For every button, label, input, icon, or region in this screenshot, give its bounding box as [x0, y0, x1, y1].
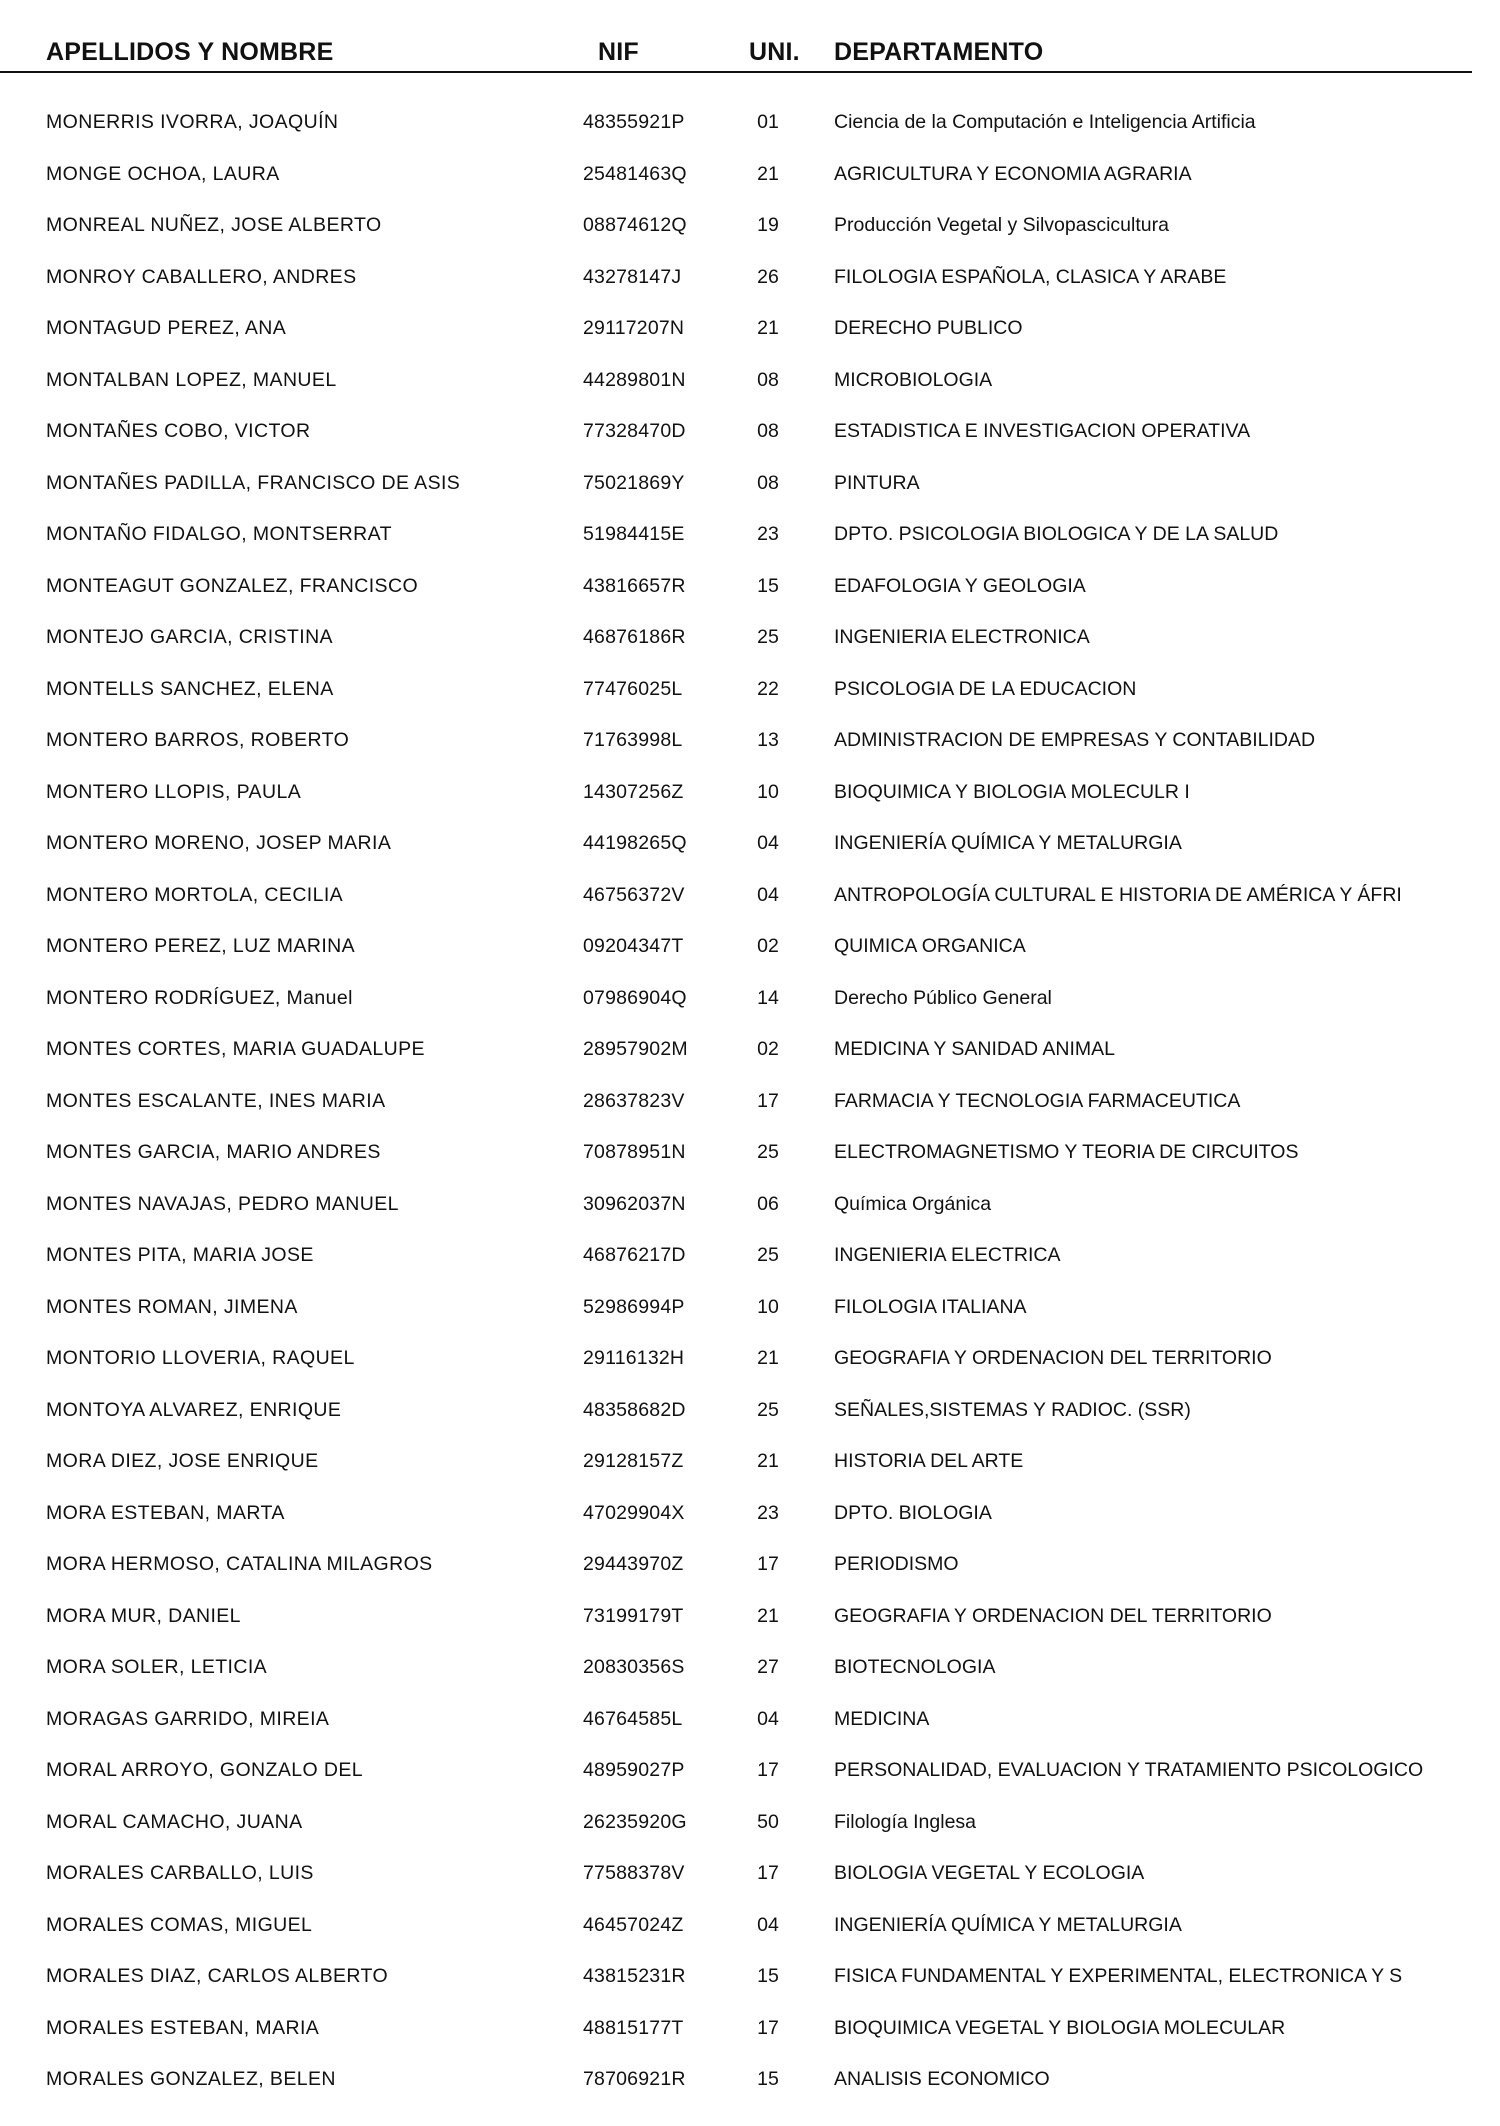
row-nif: 46764585L [583, 1707, 683, 1730]
row-uni: 15 [757, 574, 779, 597]
row-department: PSICOLOGIA DE LA EDUCACION [834, 677, 1137, 700]
row-department: BIOQUIMICA VEGETAL Y BIOLOGIA MOLECULAR [834, 2016, 1286, 2039]
row-department: Producción Vegetal y Silvopascicultura [834, 214, 1169, 236]
table-row [0, 1032, 1500, 1084]
table-row [0, 981, 1500, 1033]
row-nif: 75021869Y [583, 471, 685, 494]
row-nif: 48355921P [583, 111, 685, 133]
row-name: MORA SOLER, LETICIA [46, 1656, 268, 1678]
row-nif: 46457024Z [583, 1913, 684, 1936]
row-uni: 21 [757, 162, 779, 185]
row-name: MONTORIO LLOVERIA, RAQUEL [46, 1347, 355, 1369]
row-department: FARMACIA Y TECNOLOGIA FARMACEUTICA [834, 1089, 1241, 1112]
row-name: MORAL ARROYO, GONZALO DEL [46, 1759, 364, 1781]
row-name: MONROY CABALLERO, ANDRES [46, 265, 357, 288]
row-department: ELECTROMAGNETISMO Y TEORIA DE CIRCUITOS [834, 1141, 1299, 1163]
row-department: INGENIERÍA QUÍMICA Y METALURGIA [834, 1913, 1182, 1936]
row-name: MONGE OCHOA, LAURA [46, 162, 280, 185]
row-nif: 77588378V [583, 1862, 685, 1884]
row-name: MONREAL NUÑEZ, JOSE ALBERTO [46, 214, 382, 236]
row-nif: 46756372V [583, 883, 685, 906]
row-name: MORALES ESTEBAN, MARIA [46, 2016, 320, 2039]
row-department: DPTO. BIOLOGIA [834, 1501, 992, 1524]
row-name: MONTERO BARROS, ROBERTO [46, 729, 350, 751]
row-nif: 51984415E [583, 523, 685, 545]
row-nif: 73199179T [583, 1604, 684, 1627]
row-name: MONTES ESCALANTE, INES MARIA [46, 1089, 386, 1112]
row-nif: 26235920G [583, 1810, 687, 1833]
header-divider [0, 71, 1472, 73]
table-row [0, 1238, 1500, 1290]
row-department: GEOGRAFIA Y ORDENACION DEL TERRITORIO [834, 1604, 1272, 1627]
table-row [0, 517, 1500, 569]
row-department: INGENIERIA ELECTRICA [834, 1244, 1061, 1266]
row-nif: 30962037N [583, 1192, 686, 1215]
table-row [0, 878, 1500, 930]
row-name: MORAGAS GARRIDO, MIREIA [46, 1707, 330, 1730]
row-uni: 26 [757, 265, 779, 288]
row-department: GEOGRAFIA Y ORDENACION DEL TERRITORIO [834, 1347, 1272, 1369]
table-row [0, 1650, 1500, 1702]
row-nif: 43278147J [583, 265, 682, 288]
row-nif: 48358682D [583, 1398, 686, 1421]
row-uni: 19 [757, 214, 779, 236]
row-name: MORAL CAMACHO, JUANA [46, 1810, 303, 1833]
table-row [0, 1496, 1500, 1548]
row-uni: 21 [757, 317, 779, 339]
row-uni: 22 [757, 677, 779, 700]
table-row [0, 466, 1500, 518]
table-row [0, 311, 1500, 363]
row-name: MONTAÑES PADILLA, FRANCISCO DE ASIS [46, 471, 461, 494]
row-uni: 15 [757, 2068, 779, 2090]
row-department: DERECHO PUBLICO [834, 317, 1023, 339]
table-row [0, 2062, 1500, 2114]
row-nif: 44198265Q [583, 832, 687, 854]
row-nif: 71763998L [583, 729, 683, 751]
table-row [0, 208, 1500, 260]
records-list [0, 105, 1500, 2114]
row-department: EDAFOLOGIA Y GEOLOGIA [834, 574, 1086, 597]
row-department: HISTORIA DEL ARTE [834, 1450, 1024, 1472]
table-row [0, 775, 1500, 827]
row-uni: 14 [757, 986, 779, 1009]
table-row [0, 363, 1500, 415]
row-uni: 04 [757, 1707, 779, 1730]
table-row [0, 157, 1500, 209]
row-uni: 08 [757, 420, 779, 442]
row-department: ESTADISTICA E INVESTIGACION OPERATIVA [834, 420, 1251, 442]
row-name: MONTAGUD PEREZ, ANA [46, 317, 287, 339]
row-name: MONTAÑO FIDALGO, MONTSERRAT [46, 523, 392, 545]
row-name: MONTES ROMAN, JIMENA [46, 1295, 298, 1318]
header-department: DEPARTAMENTO [834, 38, 1044, 66]
row-nif: 29443970Z [583, 1553, 684, 1575]
row-uni: 10 [757, 1295, 779, 1318]
row-uni: 17 [757, 1862, 779, 1884]
row-name: MONTERO MORTOLA, CECILIA [46, 883, 344, 906]
row-nif: 14307256Z [583, 780, 684, 803]
row-nif: 07986904Q [583, 986, 687, 1009]
row-name: MONTES GARCIA, MARIO ANDRES [46, 1141, 381, 1163]
row-uni: 50 [757, 1810, 779, 1833]
row-name: MORA MUR, DANIEL [46, 1604, 241, 1627]
row-name: MONERRIS IVORRA, JOAQUÍN [46, 111, 339, 133]
row-department: AGRICULTURA Y ECONOMIA AGRARIA [834, 162, 1192, 185]
table-row [0, 1702, 1500, 1754]
row-uni: 25 [757, 1398, 779, 1421]
row-uni: 21 [757, 1347, 779, 1369]
row-uni: 02 [757, 1038, 779, 1060]
table-row [0, 1805, 1500, 1857]
table-row [0, 569, 1500, 621]
row-department: MICROBIOLOGIA [834, 368, 993, 391]
row-department: MEDICINA Y SANIDAD ANIMAL [834, 1038, 1116, 1060]
row-uni: 06 [757, 1192, 779, 1215]
row-uni: 02 [757, 935, 779, 957]
row-name: MORALES COMAS, MIGUEL [46, 1913, 313, 1936]
row-name: MONTEJO GARCIA, CRISTINA [46, 626, 333, 648]
table-row [0, 260, 1500, 312]
table-row [0, 414, 1500, 466]
row-department: MEDICINA [834, 1707, 930, 1730]
row-nif: 77476025L [583, 677, 683, 700]
row-name: MORA HERMOSO, CATALINA MILAGROS [46, 1553, 433, 1575]
row-uni: 08 [757, 471, 779, 494]
row-uni: 08 [757, 368, 779, 391]
row-department: Ciencia de la Computación e Inteligencia Artificia [834, 111, 1256, 133]
row-uni: 04 [757, 832, 779, 854]
table-header [0, 34, 1500, 74]
row-department: Filología Inglesa [834, 1810, 977, 1833]
row-department: ADMINISTRACION DE EMPRESAS Y CONTABILIDAD [834, 729, 1316, 751]
table-row [0, 1599, 1500, 1651]
row-nif: 20830356S [583, 1656, 685, 1678]
row-department: BIOLOGIA VEGETAL Y ECOLOGIA [834, 1862, 1145, 1884]
row-name: MONTALBAN LOPEZ, MANUEL [46, 368, 337, 391]
table-row [0, 1856, 1500, 1908]
row-name: MORA ESTEBAN, MARTA [46, 1501, 285, 1524]
row-department: Derecho Público General [834, 986, 1052, 1009]
row-uni: 04 [757, 1913, 779, 1936]
table-row [0, 620, 1500, 672]
row-nif: 48959027P [583, 1759, 685, 1781]
table-row [0, 723, 1500, 775]
table-row [0, 1393, 1500, 1445]
row-uni: 17 [757, 1553, 779, 1575]
row-uni: 17 [757, 1089, 779, 1112]
row-nif: 28637823V [583, 1089, 685, 1112]
row-nif: 09204347T [583, 935, 684, 957]
row-department: Química Orgánica [834, 1192, 992, 1215]
row-department: INGENIERÍA QUÍMICA Y METALURGIA [834, 832, 1182, 854]
row-uni: 10 [757, 780, 779, 803]
row-department: BIOQUIMICA Y BIOLOGIA MOLECULR I [834, 780, 1190, 803]
table-row [0, 1341, 1500, 1393]
row-nif: 47029904X [583, 1501, 685, 1524]
table-row [0, 672, 1500, 724]
table-row [0, 1547, 1500, 1599]
row-nif: 43816657R [583, 574, 686, 597]
row-uni: 13 [757, 729, 779, 751]
row-nif: 44289801N [583, 368, 686, 391]
row-uni: 25 [757, 1244, 779, 1266]
row-department: DPTO. PSICOLOGIA BIOLOGICA Y DE LA SALUD [834, 523, 1279, 545]
row-uni: 01 [757, 111, 779, 133]
row-department: PINTURA [834, 471, 920, 494]
row-name: MONTEAGUT GONZALEZ, FRANCISCO [46, 574, 419, 597]
row-nif: 48815177T [583, 2016, 684, 2039]
row-name: MONTERO PEREZ, LUZ MARINA [46, 935, 356, 957]
table-row [0, 929, 1500, 981]
row-name: MONTOYA ALVAREZ, ENRIQUE [46, 1398, 342, 1421]
row-name: MONTERO LLOPIS, PAULA [46, 780, 302, 803]
row-department: INGENIERIA ELECTRONICA [834, 626, 1090, 648]
row-department: ANALISIS ECONOMICO [834, 2068, 1050, 2090]
row-name: MORA DIEZ, JOSE ENRIQUE [46, 1450, 319, 1472]
table-row [0, 1290, 1500, 1342]
row-nif: 46876217D [583, 1244, 686, 1266]
row-nif: 70878951N [583, 1141, 686, 1163]
row-nif: 77328470D [583, 420, 686, 442]
row-name: MONTERO MORENO, JOSEP MARIA [46, 832, 392, 854]
row-department: PERSONALIDAD, EVALUACION Y TRATAMIENTO PSICOLOGICO [834, 1759, 1424, 1781]
row-uni: 25 [757, 1141, 779, 1163]
row-name: MONTELLS SANCHEZ, ELENA [46, 677, 334, 700]
row-uni: 23 [757, 523, 779, 545]
table-row [0, 1084, 1500, 1136]
table-row [0, 1959, 1500, 2011]
row-nif: 29128157Z [583, 1450, 684, 1472]
row-name: MORALES DIAZ, CARLOS ALBERTO [46, 1965, 389, 1987]
row-nif: 08874612Q [583, 214, 687, 236]
row-nif: 29116132H [583, 1347, 685, 1369]
row-name: MORALES CARBALLO, LUIS [46, 1862, 314, 1884]
row-nif: 29117207N [583, 317, 685, 339]
header-nif: NIF [598, 38, 639, 66]
row-uni: 25 [757, 626, 779, 648]
header-name: APELLIDOS Y NOMBRE [46, 38, 334, 66]
row-department: BIOTECNOLOGIA [834, 1656, 996, 1678]
table-row [0, 1908, 1500, 1960]
row-nif: 25481463Q [583, 162, 687, 185]
row-department: FILOLOGIA ESPAÑOLA, CLASICA Y ARABE [834, 265, 1227, 288]
row-name: MONTERO RODRÍGUEZ, Manuel [46, 986, 353, 1009]
table-row [0, 2011, 1500, 2063]
row-name: MONTAÑES COBO, VICTOR [46, 420, 311, 442]
row-name: MONTES PITA, MARIA JOSE [46, 1244, 314, 1266]
row-name: MONTES NAVAJAS, PEDRO MANUEL [46, 1192, 399, 1215]
table-row [0, 1135, 1500, 1187]
row-nif: 28957902M [583, 1038, 688, 1060]
row-department: SEÑALES,SISTEMAS Y RADIOC. (SSR) [834, 1398, 1191, 1421]
row-name: MONTES CORTES, MARIA GUADALUPE [46, 1038, 425, 1060]
row-name: MORALES GONZALEZ, BELEN [46, 2068, 336, 2090]
table-row [0, 826, 1500, 878]
row-nif: 46876186R [583, 626, 686, 648]
row-uni: 17 [757, 1759, 779, 1781]
row-department: FILOLOGIA ITALIANA [834, 1295, 1027, 1318]
row-uni: 27 [757, 1656, 779, 1678]
row-department: PERIODISMO [834, 1553, 959, 1575]
table-row [0, 1753, 1500, 1805]
table-row [0, 105, 1500, 157]
row-uni: 04 [757, 883, 779, 906]
table-row [0, 1444, 1500, 1496]
row-department: QUIMICA ORGANICA [834, 935, 1026, 957]
row-uni: 21 [757, 1604, 779, 1627]
row-nif: 43815231R [583, 1965, 686, 1987]
row-uni: 23 [757, 1501, 779, 1524]
table-row [0, 1187, 1500, 1239]
row-nif: 78706921R [583, 2068, 686, 2090]
row-nif: 52986994P [583, 1295, 685, 1318]
row-uni: 21 [757, 1450, 779, 1472]
row-uni: 15 [757, 1965, 779, 1987]
row-uni: 17 [757, 2016, 779, 2039]
header-uni: UNI. [749, 38, 800, 66]
row-department: FISICA FUNDAMENTAL Y EXPERIMENTAL, ELECTRONICA Y S [834, 1965, 1403, 1987]
row-department: ANTROPOLOGÍA CULTURAL E HISTORIA DE AMÉRICA Y ÁFRI [834, 883, 1402, 906]
